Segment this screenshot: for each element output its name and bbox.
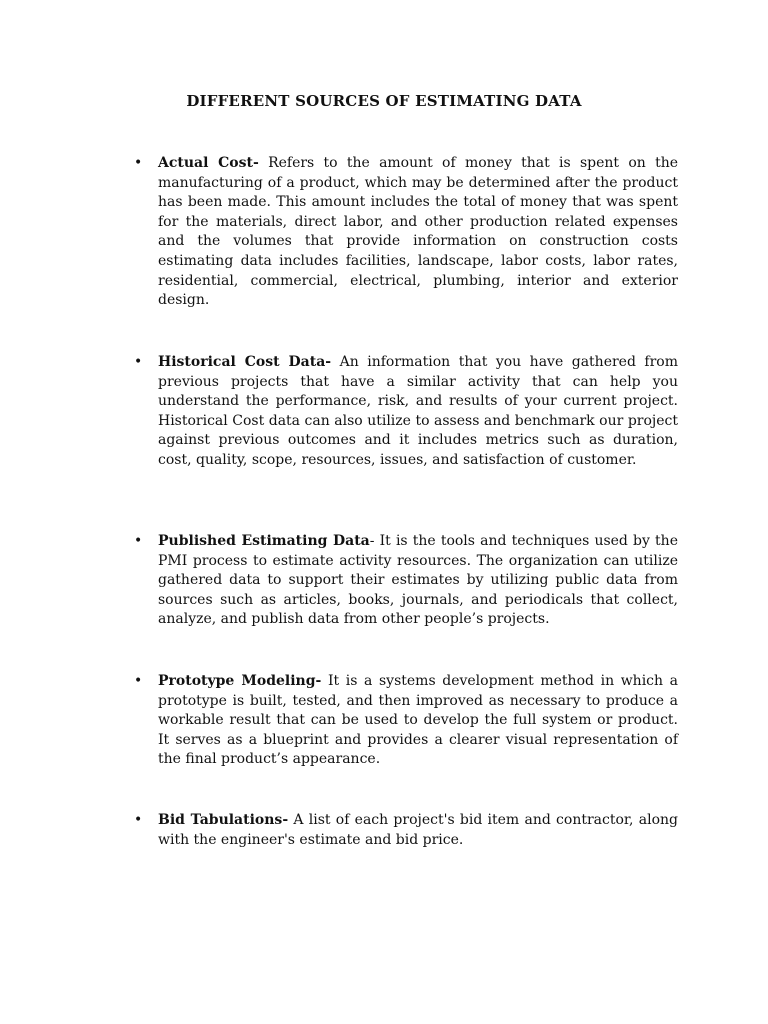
bullet-icon: • xyxy=(134,673,143,689)
term-description: - It is the tools and techniques used by the PMI process to estimate activity resources. The organization can utilize gathered data to support their estimates by utilizing public data from sources such as articles, books, journals, and periodicals that collect, analyze, and publish data from other people’s projects. xyxy=(158,533,678,628)
bullet-item-historical-cost-data xyxy=(134,353,678,471)
bullet-item-bid-tabulations xyxy=(134,811,678,850)
page-title-text: DIFFERENT SOURCES OF ESTIMATING DATA xyxy=(186,92,582,110)
term-description: An information that you have gathered from previous projects that have a similar activity that can help you understand the performance, risk, and results of your current project. Historical Cost data can also utilize to assess and benchmark our project against previous outcomes and it includes metrics such as duration, cost, quality, scope, resources, issues, and satisfaction of customer. xyxy=(158,354,678,468)
bullet-item-actual-cost xyxy=(134,154,678,311)
term-label: Bid Tabulations- xyxy=(158,812,289,828)
page-title xyxy=(0,92,768,110)
term-description: A list of each project's bid item and contractor, along with the engineer's estimate and bid price. xyxy=(158,812,678,848)
bullet-icon: • xyxy=(134,354,143,370)
bullet-icon: • xyxy=(134,533,143,549)
bullet-item-published-estimating-data xyxy=(134,532,678,630)
bullet-icon: • xyxy=(134,812,143,828)
term-description: It is a systems development method in which a prototype is built, tested, and then improved as necessary to produce a workable result that can be used to develop the full system or product. It serves as a blueprint and provides a clearer visual representation of the final product’s appearance. xyxy=(158,673,678,768)
term-label: Prototype Modeling- xyxy=(158,673,322,689)
term-description: Refers to the amount of money that is spent on the manufacturing of a product, which may be determined after the product has been made. This amount includes the total of money that was spent for the materials, direct labor, and other production related expenses and the volumes that provide information on construction costs estimating data includes facilities, landscape, labor costs, labor rates, residential, commercial, electrical, plumbing, interior and exterior design. xyxy=(158,155,678,309)
bullet-item-prototype-modeling xyxy=(134,672,678,770)
term-label: Historical Cost Data- xyxy=(158,354,332,370)
term-label: Actual Cost- xyxy=(158,155,259,171)
term-label: Published Estimating Data xyxy=(158,533,370,549)
bullet-icon: • xyxy=(134,155,143,171)
